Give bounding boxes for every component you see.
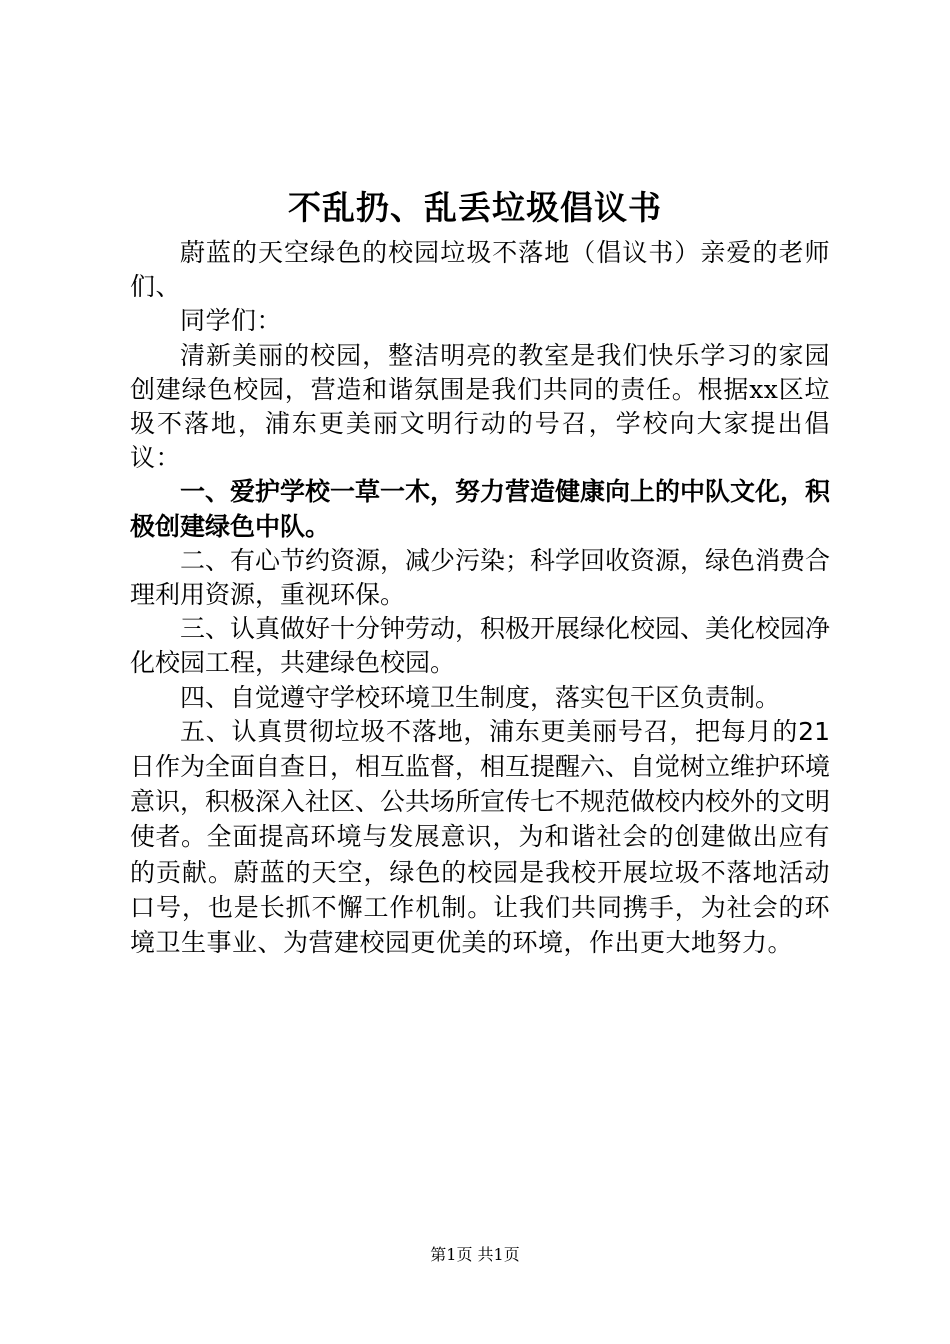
paragraph-item-3: 三、认真做好十分钟劳动，积极开展绿化校园、美化校园净化校园工程，共建绿色校园。 [130, 614, 831, 678]
paragraph-intro: 清新美丽的校园，整洁明亮的教室是我们快乐学习的家园创建绿色校园，营造和谐氛围是我们共同的责任。根据xx区垃圾不落地，浦东更美丽文明行动的号召，学校向大家提出倡议： [130, 340, 830, 473]
document-body [130, 236, 830, 961]
paragraph-item-2: 二、有心节约资源，减少污染；科学回收资源，绿色消费合理利用资源，重视环保。 [130, 545, 831, 610]
paragraph-item-4: 四、自觉遵守学校环境卫生制度，落实包干区负责制。 [180, 682, 781, 712]
paragraph-closing: 全面提高环境与发展意识，为和谐社会的创建做出应有的贡献。蔚蓝的天空，绿色的校园是我校开展垃圾不落地活动口号，也是长抓不懈工作机制。让我们共同携手，为社会的环境卫生事业、为营建校园更优美的环境，作出更大地努力。 [130, 822, 830, 958]
page-footer: 第1页 共1页 [430, 1245, 520, 1264]
paragraph-item-1: 一、爱护学校一草一木，努力营造健康向上的中队文化，积极创建绿色中队。 [130, 477, 831, 541]
paragraph-greeting: 蔚蓝的天空绿色的校园垃圾不落地（倡议书）亲爱的老师们、 [130, 238, 830, 302]
paragraph-item-5 [130, 715, 830, 961]
paragraph-salutation: 同学们： [180, 306, 283, 336]
paragraph-item-5-sans: 五、认真贯彻垃圾不落地，浦东更美丽号召，把每月的21日作为全面自查日，相互监督，相互提醒六、自觉树立维护环境意识，积极深入社区、公共场所宣传七不规范做校内校外的文明使者。 [130, 716, 831, 852]
document-title: 不乱扔、乱丢垃圾倡议书 [288, 188, 662, 227]
